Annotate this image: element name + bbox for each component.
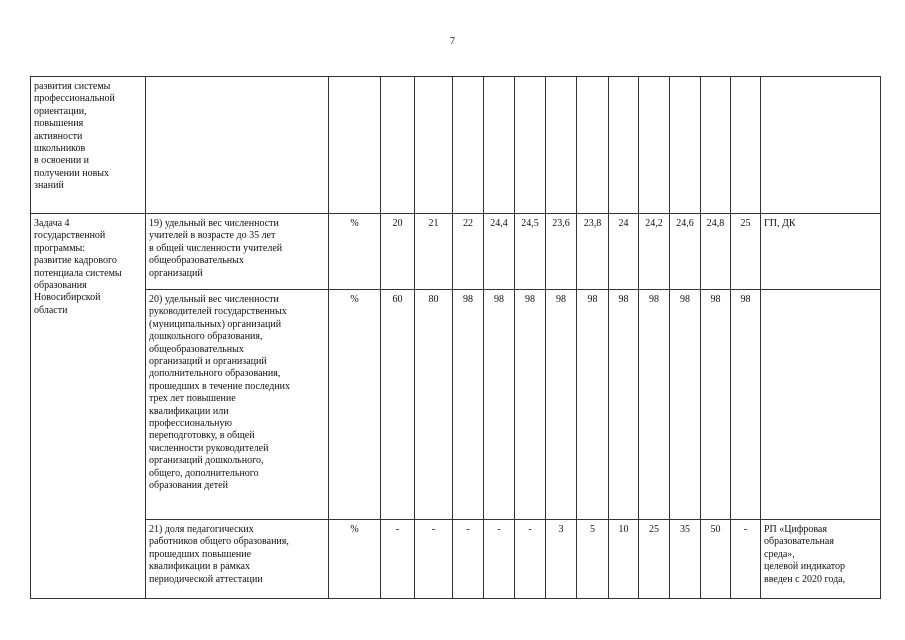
indicator-text: 21) доля педагогических работников общего образования, прошедших повышение квалификации в рамках периодической аттестации [149, 524, 289, 585]
value-cell: 24,4 [484, 214, 515, 290]
value-cell: 25 [639, 520, 670, 599]
table-row [31, 214, 881, 290]
source-text: РП «Цифровая образовательная среда», целевой индикатор введен с 2020 года, [764, 524, 846, 585]
value-cell [577, 77, 609, 214]
table-row [31, 290, 881, 520]
value-cell [670, 77, 701, 214]
value-cell: 22 [453, 214, 484, 290]
value-cell [609, 77, 639, 214]
value-cell: 24 [609, 214, 639, 290]
value-cell: - [453, 520, 484, 599]
value-cell: 25 [731, 214, 761, 290]
unit-cell: % [329, 290, 381, 520]
value-cell: - [484, 520, 515, 599]
unit-cell: % [329, 520, 381, 599]
value-cell [731, 77, 761, 214]
source-cell [761, 77, 881, 214]
value-cell: 98 [731, 290, 761, 520]
value-cell: 98 [609, 290, 639, 520]
indicator-cell [146, 290, 329, 520]
value-cell: 10 [609, 520, 639, 599]
table-row [31, 77, 881, 214]
value-cell: 98 [484, 290, 515, 520]
value-cell [381, 77, 415, 214]
indicator-text: 19) удельный вес численности учителей в возрасте до 35 лет в общей численности учителей общеобразовательных организаций [149, 218, 283, 279]
value-cell: - [515, 520, 546, 599]
value-cell: 21 [415, 214, 453, 290]
value-cell: 60 [381, 290, 415, 520]
value-cell [415, 77, 453, 214]
value-cell: - [731, 520, 761, 599]
value-cell: 23,6 [546, 214, 577, 290]
task-text: развития системы профессиональной ориентации, повышения активности школьников в освоении и получении новых знаний [34, 81, 115, 192]
task-cell [31, 214, 146, 599]
value-cell [515, 77, 546, 214]
value-cell: 98 [546, 290, 577, 520]
task-text: Задача 4 государственной программы: развитие кадрового потенциала системы образования Новосибирской области [34, 218, 122, 316]
value-cell: 24,5 [515, 214, 546, 290]
indicator-cell [146, 214, 329, 290]
value-cell: 50 [701, 520, 731, 599]
value-cell [701, 77, 731, 214]
value-cell [639, 77, 670, 214]
value-cell [484, 77, 515, 214]
table-row [31, 520, 881, 599]
indicator-cell [146, 520, 329, 599]
value-cell: 98 [453, 290, 484, 520]
value-cell: 98 [670, 290, 701, 520]
value-cell: 5 [577, 520, 609, 599]
value-cell: 98 [639, 290, 670, 520]
source-cell [761, 520, 881, 599]
value-cell: 20 [381, 214, 415, 290]
indicators-table [30, 76, 881, 599]
value-cell: 35 [670, 520, 701, 599]
value-cell: 24,2 [639, 214, 670, 290]
source-cell [761, 214, 881, 290]
value-cell [453, 77, 484, 214]
value-cell: 98 [515, 290, 546, 520]
indicator-cell [146, 77, 329, 214]
unit-cell: % [329, 214, 381, 290]
value-cell: 80 [415, 290, 453, 520]
value-cell: 24,8 [701, 214, 731, 290]
value-cell: 98 [701, 290, 731, 520]
value-cell: - [381, 520, 415, 599]
value-cell: 98 [577, 290, 609, 520]
value-cell: 23,8 [577, 214, 609, 290]
source-cell [761, 290, 881, 520]
value-cell [546, 77, 577, 214]
unit-cell [329, 77, 381, 214]
indicator-text: 20) удельный вес численности руководителей государственных (муниципальных) организаций дошкольного образования, общеобразовательных организаций и организаций дополнительного образования, прошедших в течение последних трех лет повышение квалификации или профессиональную переподготовку, в общей численности руководителей организаций дошкольного, общего, дополнительного образования детей [149, 294, 291, 492]
task-cell [31, 77, 146, 214]
page-number: 7 [450, 36, 455, 47]
value-cell: - [415, 520, 453, 599]
source-text: ГП, ДК [764, 218, 796, 229]
value-cell: 3 [546, 520, 577, 599]
value-cell: 24,6 [670, 214, 701, 290]
